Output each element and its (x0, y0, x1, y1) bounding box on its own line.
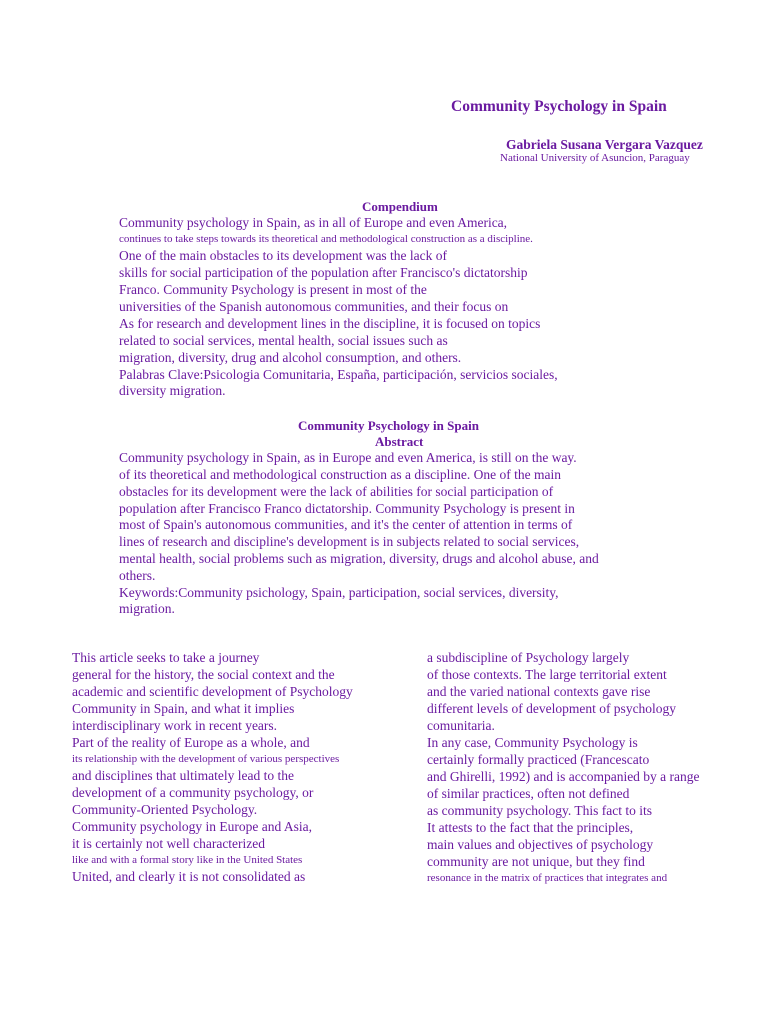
body-line: United, and clearly it is not consolidated as (72, 869, 306, 884)
body-line: and the varied national contexts gave rise (427, 684, 651, 699)
body-line: Part of the reality of Europe as a whole, and (72, 735, 310, 750)
abstract-line: Community psychology in Spain, as in Europe and even America, is still on the way. (119, 450, 577, 465)
compendium-line: As for research and development lines in the discipline, it is focused on topics (119, 316, 541, 331)
body-line: development of a community psychology, or (72, 785, 314, 800)
abstract-line: others. (119, 568, 156, 583)
abstract-line: population after Francisco Franco dictatorship. Community Psychology is present in (119, 501, 575, 516)
compendium-line: Franco. Community Psychology is present in most of the (119, 282, 427, 297)
body-line: its relationship with the development of various perspectives (72, 753, 340, 765)
body-line: Community in Spain, and what it implies (72, 701, 295, 716)
body-line: general for the history, the social context and the (72, 667, 335, 682)
body-line: community are not unique, but they find (427, 854, 645, 869)
body-line: different levels of development of psychology (427, 701, 677, 716)
abstract-line: most of Spain's autonomous communities, and it's the center of attention in terms of (119, 517, 573, 532)
body-line: main values and objectives of psychology (427, 837, 654, 852)
compendium-line: related to social services, mental health, social issues such as (119, 333, 448, 348)
abstract-line: mental health, social problems such as migration, diversity, drugs and alcohol abuse, and (119, 551, 599, 566)
author-affiliation: National University of Asuncion, Paraguay (500, 152, 690, 164)
compendium-heading: Compendium (362, 199, 438, 214)
body-line: of similar practices, often not defined (427, 786, 630, 801)
body-line: and disciplines that ultimately lead to the (72, 768, 294, 783)
compendium-line: One of the main obstacles to its development was the lack of (119, 248, 448, 263)
compendium-keywords: Palabras Clave:Psicologia Comunitaria, España, participación, servicios sociales, (119, 367, 558, 382)
body-line: academic and scientific development of Psychology (72, 684, 353, 699)
compendium-line: migration, diversity, drug and alcohol consumption, and others. (119, 350, 462, 365)
body-line: it is certainly not well characterized (72, 836, 266, 851)
page-title: Community Psychology in Spain (451, 98, 667, 115)
body-line: In any case, Community Psychology is (427, 735, 638, 750)
compendium-line: continues to take steps towards its theoretical and methodological construction as a discipline. (119, 233, 533, 245)
body-line: Community-Oriented Psychology. (72, 802, 258, 817)
compendium-line: Community psychology in Spain, as in all of Europe and even America, (119, 215, 508, 230)
body-line: as community psychology. This fact to its (427, 803, 652, 818)
body-line: resonance in the matrix of practices that integrates and (427, 872, 668, 884)
abstract-keywords: Keywords:Community psichology, Spain, participation, social services, diversity, (119, 585, 559, 600)
body-line: certainly formally practiced (Francescato (427, 752, 650, 767)
compendium-keywords-cont: diversity migration. (119, 383, 226, 398)
body-line: Community psychology in Europe and Asia, (72, 819, 312, 834)
compendium-line: skills for social participation of the population after Francisco's dictatorship (119, 265, 528, 280)
compendium-line: universities of the Spanish autonomous communities, and their focus on (119, 299, 509, 314)
body-line: This article seeks to take a journey (72, 650, 260, 665)
body-line: and Ghirelli, 1992) and is accompanied by a range (427, 769, 700, 784)
body-line: comunitaria. (427, 718, 495, 733)
abstract-line: obstacles for its development were the lack of abilities for social participation of (119, 484, 554, 499)
body-line: interdisciplinary work in recent years. (72, 718, 278, 733)
body-line: a subdiscipline of Psychology largely (427, 650, 630, 665)
abstract-keywords-cont: migration. (119, 601, 175, 616)
body-line: It attests to the fact that the principles, (427, 820, 634, 835)
body-line: like and with a formal story like in the United States (72, 854, 303, 866)
abstract-line: of its theoretical and methodological construction as a discipline. One of the main (119, 467, 561, 482)
abstract-line: lines of research and discipline's development is in subjects related to social services, (119, 534, 580, 549)
abstract-title: Community Psychology in Spain (298, 418, 479, 433)
abstract-heading: Abstract (375, 434, 424, 449)
body-line: of those contexts. The large territorial extent (427, 667, 667, 682)
author-name: Gabriela Susana Vergara Vazquez (506, 137, 703, 152)
